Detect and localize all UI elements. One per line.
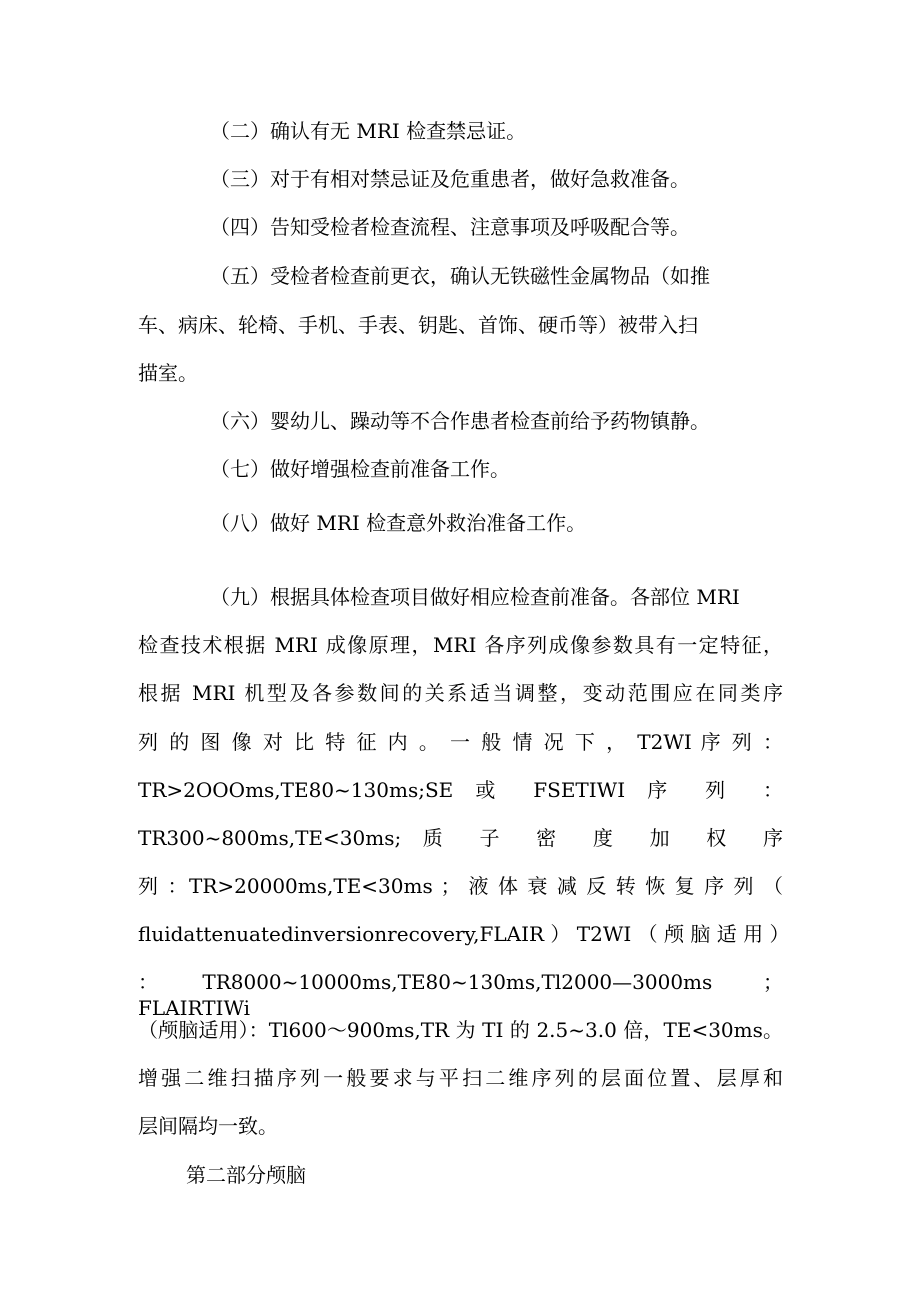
item-9-line-10: （颅脑适用）：Tl600～900ms,TR 为 TI 的 2.5~3.0 倍，TE<30ms。 (138, 1018, 783, 1042)
item-9-line-11: 增强二维扫描序列一般要求与平扫二维序列的层面位置、层厚和 (138, 1066, 783, 1090)
item-9-line-2: 检查技术根据 MRI 成像原理，MRI 各序列成像参数具有一定特征， (138, 633, 783, 657)
item-6-text: （六）婴幼儿、躁动等不合作患者检查前给予药物镇静。 (210, 409, 710, 433)
item-9-line-1: （九）根据具体检查项目做好相应检查前准备。各部位 MRI (210, 585, 740, 609)
item-5-line-3: 描室。 (138, 361, 198, 385)
item-9-line-12: 层间隔均一致。 (138, 1114, 278, 1138)
item-9-line-9: ：TR8000~10000ms,TE80~130ms,Tl2000—3000ms ； FLAIRTIWi (138, 970, 783, 1020)
item-9-line-6: TR300~800ms,TE<30ms; 质 子 密 度 加 权 序 (138, 826, 783, 850)
item-5-line-2: 车、病床、轮椅、手机、手表、钥匙、首饰、硬币等）被带入扫 (138, 313, 698, 337)
item-7-text: （七）做好增强检查前准备工作。 (210, 457, 510, 481)
item-5-line-1: （五）受检者检查前更衣，确认无铁磁性金属物品（如推 (210, 264, 710, 288)
item-3-text: （三）对于有相对禁忌证及危重患者，做好急救准备。 (210, 167, 690, 191)
item-2-text: （二）确认有无 MRI 检查禁忌证。 (210, 119, 527, 143)
item-9-line-8: fluidattenuatedinversionrecovery,FLAIR ） T2WI （ 颅 脑 适 用 ） (138, 922, 790, 946)
section-heading: 第二部分颅脑 (186, 1163, 306, 1187)
item-9-line-4: 列 的 图 像 对 比 特 征 内 。 一 般 情 况 下 ， T2WI 序 列 ： (138, 730, 783, 754)
item-9-line-3: 根据 MRI 机型及各参数间的关系适当调整，变动范围应在同类序 (138, 681, 783, 705)
item-4-text: （四）告知受检者检查流程、注意事项及呼吸配合等。 (210, 215, 690, 239)
item-9-line-7: 列 ：TR>20000ms,TE<30ms ； 液 体 衰 减 反 转 恢 复 序 列 （ (138, 874, 783, 898)
item-8-text: （八）做好 MRI 检查意外救治准备工作。 (210, 511, 587, 535)
item-9-line-5: TR>2OOOms,TE80~130ms;SE 或 FSETIWI 序 列 ： (138, 778, 783, 802)
